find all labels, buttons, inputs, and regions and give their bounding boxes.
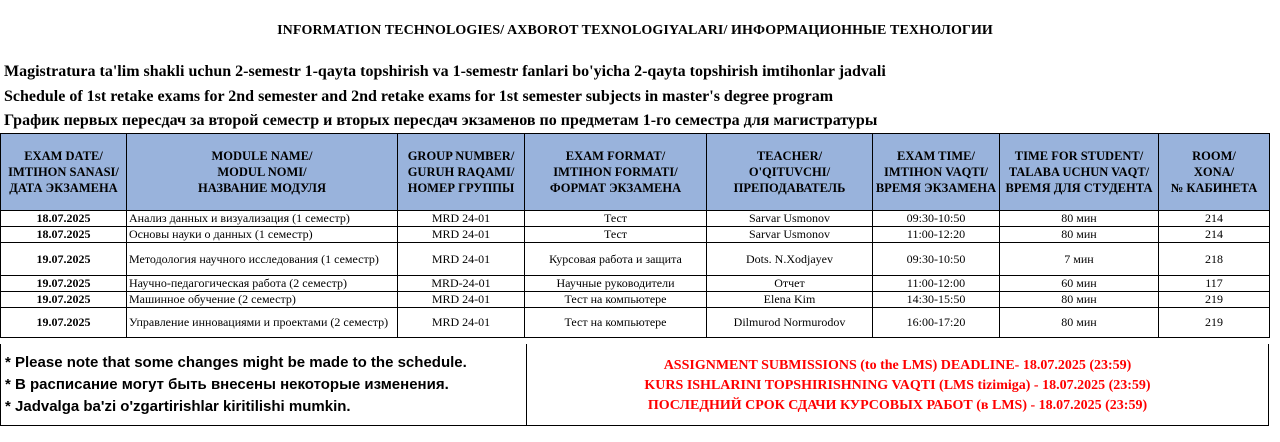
- cell-time-for-student: 60 мин: [1000, 276, 1159, 292]
- cell-exam-time: 11:00-12:20: [873, 227, 1000, 243]
- cell-time-for-student: 7 мин: [1000, 243, 1159, 276]
- table-row: [1, 292, 1270, 308]
- cell-room: 219: [1159, 308, 1270, 338]
- cell-group-number: MRD-24-01: [398, 276, 525, 292]
- subtitle-en: Schedule of 1st retake exams for 2nd semester and 2nd retake exams for 1st semester subjects in master's degree program: [4, 88, 834, 105]
- cell-exam-format: Научные руководители: [525, 276, 707, 292]
- cell-exam-date: 18.07.2025: [1, 211, 127, 227]
- cell-exam-date: 19.07.2025: [1, 308, 127, 338]
- table-header-row: [1, 134, 1270, 211]
- cell-exam-date: 19.07.2025: [1, 292, 127, 308]
- cell-teacher: Отчет: [707, 276, 873, 292]
- cell-time-for-student: 80 мин: [1000, 308, 1159, 338]
- column-header-exam-date: EXAM DATE/ IMTIHON SANASI/ ДАТА ЭКЗАМЕНА: [1, 134, 127, 211]
- note-ru: * В расписание могут быть внесены некоторые изменения.: [5, 376, 449, 393]
- column-header-exam-format: EXAM FORMAT/ IMTIHON FORMATI/ ФОРМАТ ЭКЗАМЕНА: [525, 134, 707, 211]
- cell-exam-format: Тест: [525, 227, 707, 243]
- cell-module-name: Научно-педагогическая работа (2 семестр): [127, 276, 398, 292]
- cell-exam-time: 09:30-10:50: [873, 211, 1000, 227]
- table-row: [1, 276, 1270, 292]
- deadline-uz: KURS ISHLARINI TOPSHIRISHNING VAQTI (LMS tizimiga) - 18.07.2025 (23:59): [644, 378, 1151, 393]
- cell-group-number: MRD 24-01: [398, 308, 525, 338]
- table-row: [1, 308, 1270, 338]
- cell-exam-date: 19.07.2025: [1, 243, 127, 276]
- cell-group-number: MRD 24-01: [398, 227, 525, 243]
- cell-exam-format: Курсовая работа и защита: [525, 243, 707, 276]
- cell-exam-date: 19.07.2025: [1, 276, 127, 292]
- cell-teacher: Sarvar Usmonov: [707, 211, 873, 227]
- cell-exam-time: 09:30-10:50: [873, 243, 1000, 276]
- cell-module-name: Основы науки о данных (1 семестр): [127, 227, 398, 243]
- cell-teacher: Dilmurod Normurodov: [707, 308, 873, 338]
- cell-time-for-student: 80 мин: [1000, 227, 1159, 243]
- cell-time-for-student: 80 мин: [1000, 211, 1159, 227]
- cell-room: 218: [1159, 243, 1270, 276]
- cell-exam-time: 14:30-15:50: [873, 292, 1000, 308]
- cell-exam-date: 18.07.2025: [1, 227, 127, 243]
- cell-exam-format: Тест: [525, 211, 707, 227]
- cell-teacher: Dots. N.Xodjayev: [707, 243, 873, 276]
- cell-module-name: Машинное обучение (2 семестр): [127, 292, 398, 308]
- page-title: INFORMATION TECHNOLOGIES/ AXBOROT TEXNOLOGIYALARI/ ИНФОРМАЦИОННЫЕ ТЕХНОЛОГИИ: [277, 23, 993, 38]
- deadline-ru: ПОСЛЕДНИЙ СРОК СДАЧИ КУРСОВЫХ РАБОТ (в LMS) - 18.07.2025 (23:59): [647, 398, 1148, 413]
- cell-module-name: Анализ данных и визуализация (1 семестр): [127, 211, 398, 227]
- column-header-teacher: TEACHER/ O'QITUVCHI/ ПРЕПОДАВАТЕЛЬ: [707, 134, 873, 211]
- table-row: [1, 243, 1270, 276]
- cell-exam-format: Тест на компьютере: [525, 292, 707, 308]
- cell-exam-time: 11:00-12:00: [873, 276, 1000, 292]
- cell-time-for-student: 80 мин: [1000, 292, 1159, 308]
- column-header-exam-time: EXAM TIME/ IMTIHON VAQTI/ ВРЕМЯ ЭКЗАМЕНА: [873, 134, 1000, 211]
- column-header-room: ROOM/ XONA/ № КАБИНЕТА: [1159, 134, 1270, 211]
- cell-exam-time: 16:00-17:20: [873, 308, 1000, 338]
- cell-module-name: Управление инновациями и проектами (2 семестр): [127, 308, 398, 338]
- deadline-en: ASSIGNMENT SUBMISSIONS (to the LMS) DEADLINE- 18.07.2025 (23:59): [663, 358, 1132, 373]
- cell-teacher: Sarvar Usmonov: [707, 227, 873, 243]
- cell-teacher: Elena Kim: [707, 292, 873, 308]
- cell-exam-format: Тест на компьютере: [525, 308, 707, 338]
- cell-room: 117: [1159, 276, 1270, 292]
- note-en: * Please note that some changes might be made to the schedule.: [5, 354, 467, 371]
- cell-room: 214: [1159, 227, 1270, 243]
- cell-group-number: MRD 24-01: [398, 292, 525, 308]
- table-row: [1, 211, 1270, 227]
- subtitle-uz: Magistratura ta'lim shakli uchun 2-semestr 1-qayta topshirish va 1-semestr fanlari bo'yicha 2-qayta topshirish imtihonlar jadvali: [4, 63, 886, 80]
- note-uz: * Jadvalga ba'zi o'zgartirishlar kiritilishi mumkin.: [5, 398, 351, 415]
- column-header-time-for-student: TIME FOR STUDENT/ TALABA UCHUN VAQT/ ВРЕМЯ ДЛЯ СТУДЕНТА: [1000, 134, 1159, 211]
- column-header-module-name: MODULE NAME/ MODUL NOMI/ НАЗВАНИЕ МОДУЛЯ: [127, 134, 398, 211]
- exam-schedule-table: [0, 133, 1270, 338]
- column-header-group-number: GROUP NUMBER/ GURUH RAQAMI/ НОМЕР ГРУППЫ: [398, 134, 525, 211]
- cell-module-name: Методология научного исследования (1 семестр): [127, 243, 398, 276]
- deadline-notice: [526, 344, 1269, 426]
- cell-group-number: MRD 24-01: [398, 211, 525, 227]
- table-row: [1, 227, 1270, 243]
- cell-room: 219: [1159, 292, 1270, 308]
- cell-room: 214: [1159, 211, 1270, 227]
- subtitle-ru: График первых пересдач за второй семестр и вторых пересдач экзаменов по предметам 1-го семестра для магистратуры: [4, 112, 878, 129]
- schedule-notes: [0, 344, 527, 426]
- cell-group-number: MRD 24-01: [398, 243, 525, 276]
